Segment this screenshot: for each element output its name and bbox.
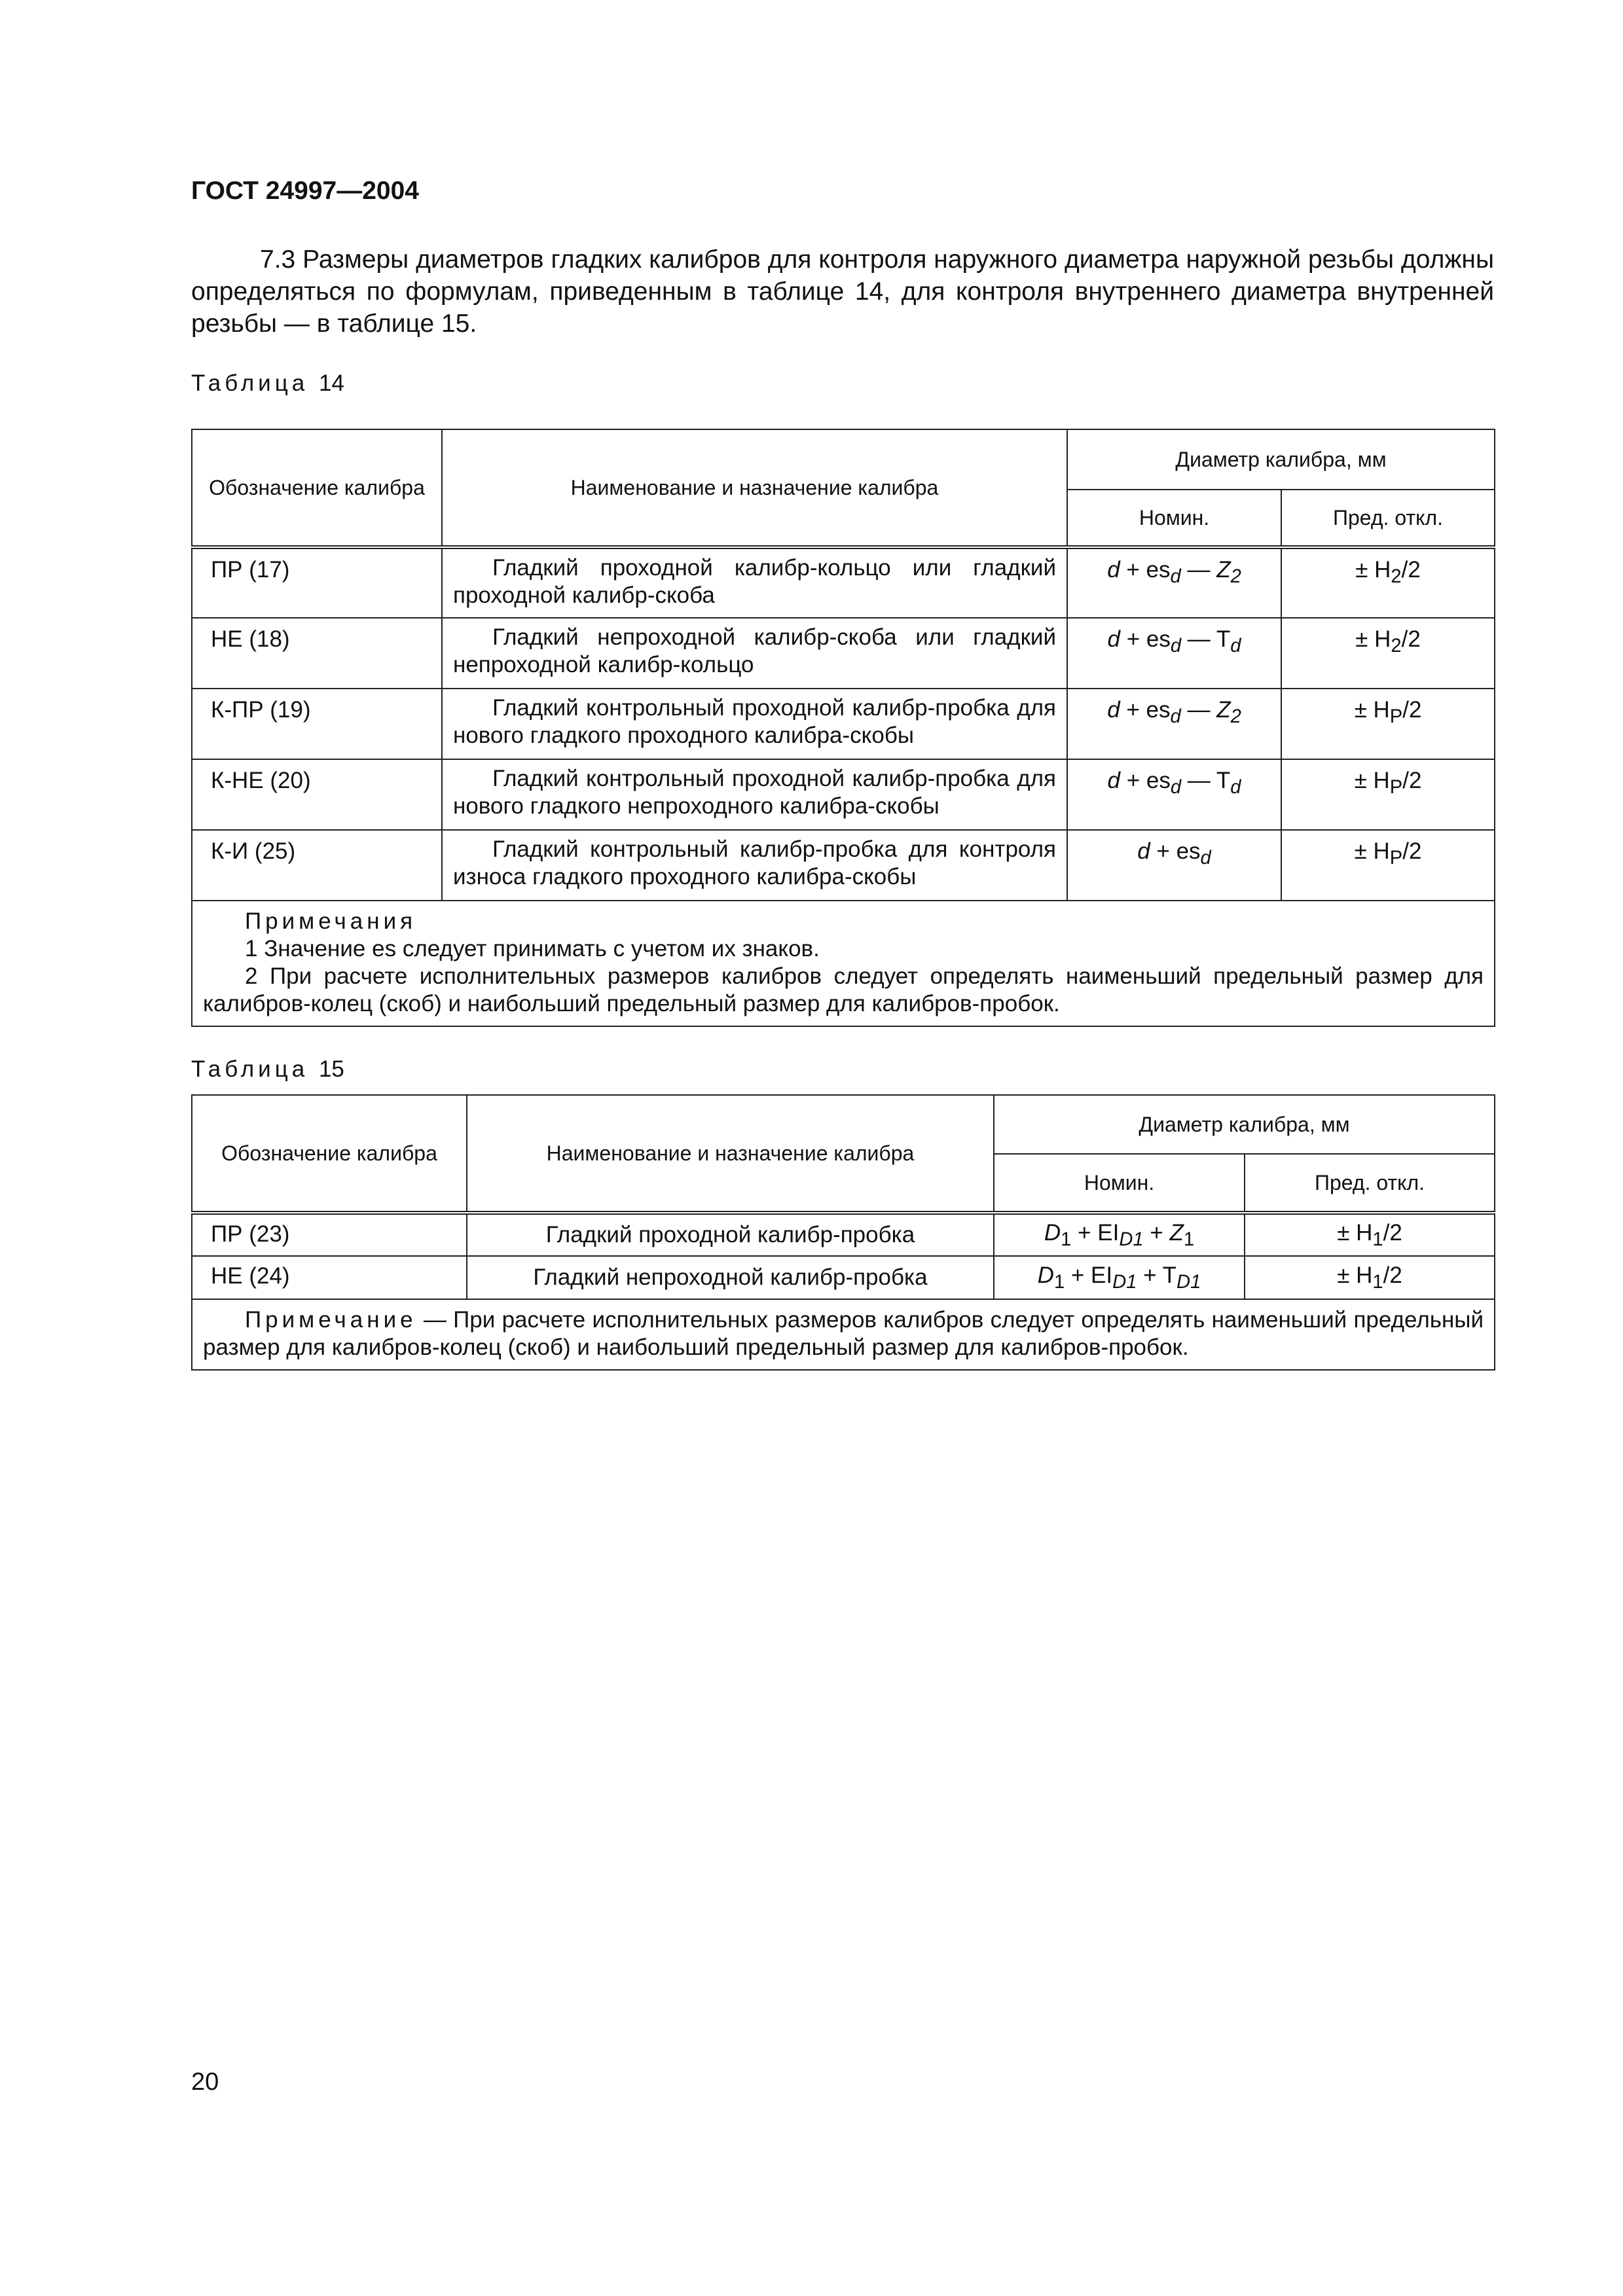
table14-head-name: Наименование и назначение калибра [442, 429, 1067, 547]
tolerance-value: ± $H_1/2$ [1245, 1213, 1495, 1256]
table-row [192, 618, 1495, 689]
gauge-code: ПР (17) [192, 547, 442, 618]
table14 [191, 429, 1495, 1027]
notes-title: Примечания [245, 908, 417, 934]
note-text: — При расчете исполнительных размеров калибров следует определять наименьший предельный размер для калибров-колец (скоб) и наибольший предельный размер для калибров-пробок. [203, 1307, 1484, 1360]
table-row [192, 1213, 1495, 1256]
table15-caption [191, 1056, 344, 1083]
tolerance-value: ± $H_1/2$ [1245, 1256, 1495, 1299]
note-title: Примечание [245, 1307, 417, 1333]
gauge-code: К-НЕ (20) [192, 759, 442, 830]
table15-head-nominal: Номин. [994, 1154, 1245, 1213]
tolerance-value: ± $H_P/2$ [1281, 759, 1495, 830]
gauge-description: Гладкий контрольный проходной калибр-пробка для нового гладкого непроходного калибра-скобы [442, 759, 1067, 830]
table14-head-deviation: Пред. откл. [1281, 490, 1495, 547]
table-row [192, 547, 1495, 618]
gauge-description: Гладкий контрольный проходной калибр-пробка для нового гладкого проходного калибра-скобы [442, 689, 1067, 759]
gauge-description: Гладкий контрольный калибр-пробка для контроля износа гладкого проходного калибра-скобы [442, 830, 1067, 901]
gauge-description: Гладкий непроходной калибр-пробка [467, 1256, 994, 1299]
tolerance-value: ± $H_2/2$ [1281, 547, 1495, 618]
gauge-description: Гладкий проходной калибр-кольцо или гладкий проходной калибр-скоба [442, 547, 1067, 618]
gauge-code: К-ПР (19) [192, 689, 442, 759]
nominal-formula: $d + es_d$ — $Z_2$ [1067, 547, 1281, 618]
nominal-formula: $d + es_d$ [1067, 830, 1281, 901]
tolerance-value: ± $H_P/2$ [1281, 689, 1495, 759]
nominal-formula: $D_1 + EI_{D1} + T_{D1}$ [994, 1256, 1245, 1299]
table15-note [192, 1299, 1495, 1370]
table15 [191, 1094, 1495, 1371]
gauge-code: НЕ (24) [192, 1256, 467, 1299]
tolerance-value: ± $H_2/2$ [1281, 618, 1495, 689]
table14-caption-number: 14 [318, 370, 344, 396]
gauge-code: К-И (25) [192, 830, 442, 901]
nominal-formula: $D_1 + EI_{D1} + Z_1$ [994, 1213, 1245, 1256]
table-row [192, 759, 1495, 830]
table-row [192, 689, 1495, 759]
gauge-code: ПР (23) [192, 1213, 467, 1256]
table15-head-diameter: Диаметр калибра, мм [994, 1095, 1495, 1154]
table15-caption-number: 15 [318, 1056, 344, 1082]
document-header: ГОСТ 24997—2004 [191, 177, 419, 205]
table14-head-nominal: Номин. [1067, 490, 1281, 547]
table15-caption-word: Таблица [191, 1056, 309, 1082]
note-1: 1 Значение es следует принимать с учетом их знаков. [245, 936, 820, 961]
gauge-code: НЕ (18) [192, 618, 442, 689]
gauge-description: Гладкий непроходной калибр-скоба или гладкий непроходной калибр-кольцо [442, 618, 1067, 689]
table14-caption-word: Таблица [191, 370, 309, 396]
table14-notes-row [192, 901, 1495, 1026]
nominal-formula: $d + es_d$ — $T_d$ [1067, 759, 1281, 830]
table-row [192, 1256, 1495, 1299]
table-row [192, 830, 1495, 901]
table14-head-designation: Обозначение калибра [192, 429, 442, 547]
tolerance-value: ± $H_P/2$ [1281, 830, 1495, 901]
page-number: 20 [191, 2068, 219, 2096]
table14-notes [192, 901, 1495, 1026]
table15-head-designation: Обозначение калибра [192, 1095, 467, 1213]
gauge-description: Гладкий проходной калибр-пробка [467, 1213, 994, 1256]
note-2: 2 При расчете исполнительных размеров калибров следует определять наименьший предельный размер для калибров-колец (скоб) и наибольший предельный размер для калибров-пробок. [203, 963, 1484, 1016]
table15-head-deviation: Пред. откл. [1245, 1154, 1495, 1213]
table14-caption [191, 370, 344, 397]
table14-head-diameter: Диаметр калибра, мм [1067, 429, 1495, 490]
nominal-formula: $d + es_d$ — $Z_2$ [1067, 689, 1281, 759]
table15-note-row [192, 1299, 1495, 1370]
intro-paragraph: 7.3 Размеры диаметров гладких калибров для контроля наружного диаметра наружной резьбы должны определяться по формулам, приведенным в таблице 14, для контроля внутреннего диаметра внутренней резьбы — в таблице 15. [191, 245, 1494, 338]
nominal-formula: $d + es_d$ — $T_d$ [1067, 618, 1281, 689]
table15-head-name: Наименование и назначение калибра [467, 1095, 994, 1213]
